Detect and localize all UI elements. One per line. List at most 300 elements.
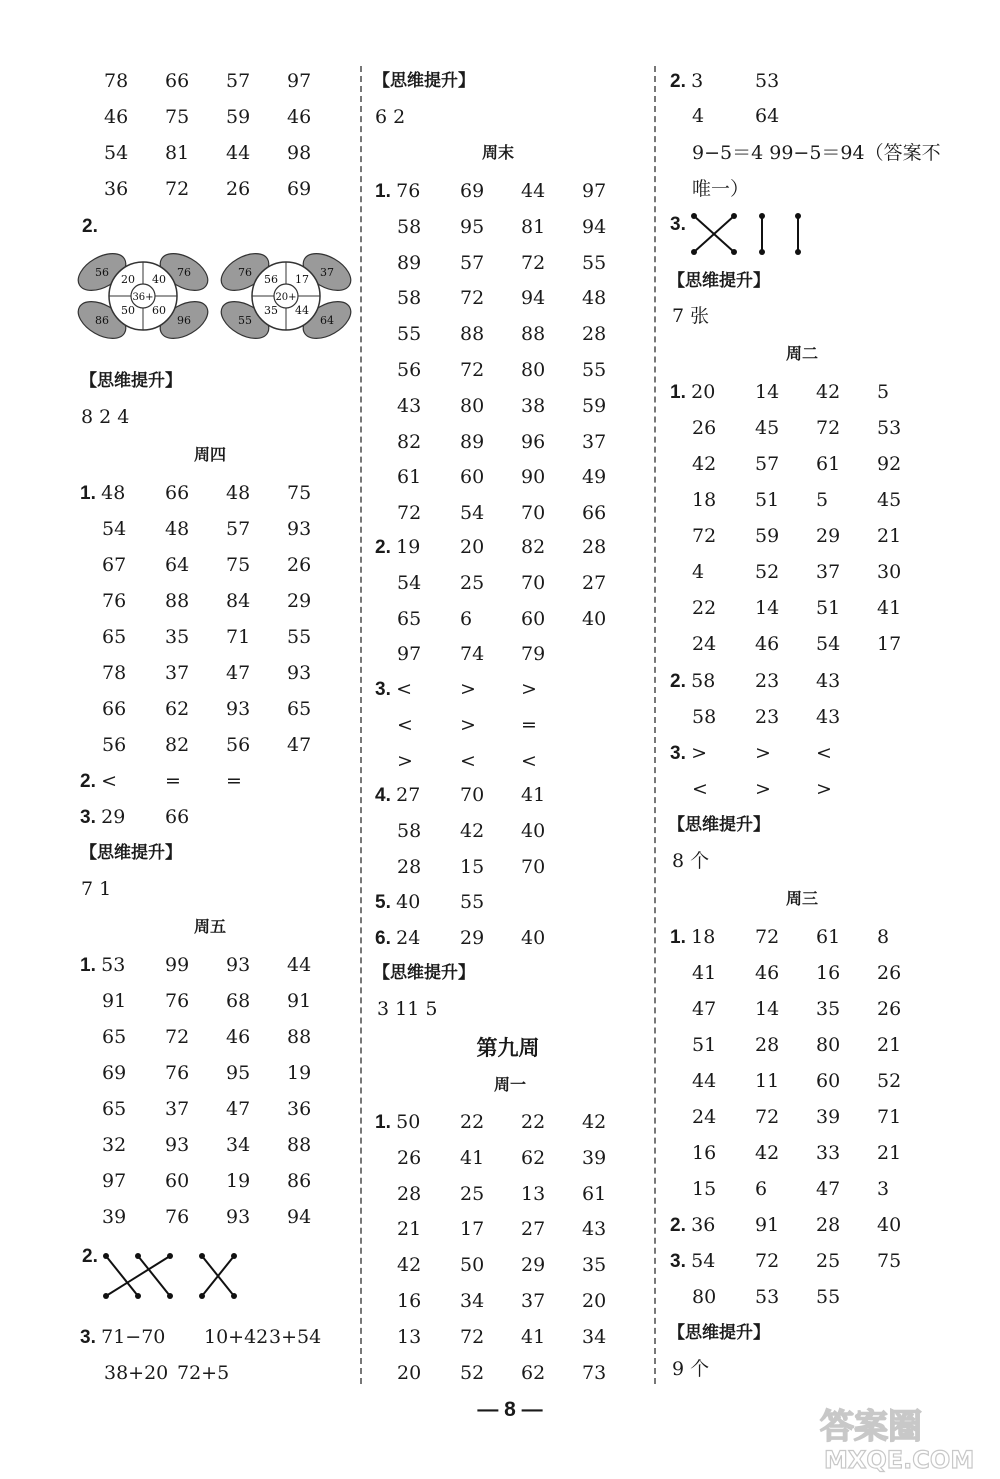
answer-cell: 71 [877, 1106, 902, 1128]
match-dot [691, 213, 697, 219]
answer-cell: 11 [755, 1070, 780, 1092]
section-header-thinking: 【思维提升】 [373, 71, 475, 91]
answer-cell: 13 [521, 1182, 546, 1205]
section-header-thinking: 【思维提升】 [668, 1323, 770, 1343]
answer-cell: 74 [460, 643, 485, 666]
column-divider-right [654, 66, 656, 1384]
answer-cell: 58 [397, 215, 422, 238]
answer-cell: 88 [460, 323, 485, 346]
match-dot [795, 249, 801, 255]
answer-cell: 82 [397, 430, 422, 453]
section-header-thinking: 【思维提升】 [668, 271, 770, 291]
question-number: 1. [375, 1112, 397, 1133]
answer-cell: 25 [816, 1250, 841, 1272]
column-divider-left [360, 66, 362, 1384]
answer-cell: > [397, 749, 413, 772]
answer-cell: 60 [460, 466, 485, 489]
answer-cell [670, 70, 703, 93]
thinking-answer: 9 个 [672, 1358, 710, 1380]
answer-cell: 54 [816, 633, 841, 655]
answer-cell [375, 927, 420, 950]
answer-cell: 37 [521, 1290, 546, 1312]
answer-cell [80, 1326, 165, 1349]
answer-cell: 65 [102, 626, 127, 648]
answer-cell: 26 [692, 417, 717, 439]
day-title: 周四 [193, 445, 226, 464]
answer-cell: 19 [226, 1170, 251, 1192]
answer-cell: 29 [460, 927, 485, 949]
answer-cell: 88 [165, 590, 190, 612]
petal-value: 76 [177, 266, 191, 279]
answer-cell: 51 [692, 1034, 717, 1056]
answer-cell: 82 [521, 536, 546, 558]
petal-value: 64 [320, 314, 334, 327]
answer-cell: 3 [877, 1178, 890, 1200]
answer-cell: 47 [816, 1178, 841, 1200]
answer-cell: 59 [582, 394, 607, 417]
answer-cell: 26 [877, 998, 902, 1020]
answer-cell: 28 [755, 1034, 780, 1056]
answer-cell [80, 954, 125, 977]
answer-cell: 41 [460, 1146, 485, 1169]
answer-cell: 73 [582, 1361, 607, 1384]
answer-cell: 72 [460, 1325, 485, 1348]
petal-value: 96 [177, 314, 191, 327]
answer-cell: 43 [397, 394, 422, 417]
answer-cell: 55 [460, 891, 485, 913]
answer-cell: 88 [521, 323, 546, 346]
answer-cell: 13 [397, 1325, 422, 1348]
answer-cell: 20 [460, 536, 485, 558]
answer-cell: 80 [460, 394, 485, 417]
answer-cell [80, 482, 125, 505]
answer-cell: 23 [755, 706, 780, 728]
match-dot [135, 1293, 141, 1299]
answer-cell: 24 [692, 1106, 717, 1128]
answer-cell: 72 [460, 287, 485, 310]
answer-cell: 27 [582, 571, 607, 594]
answer-value: 19 [396, 536, 421, 558]
answer-cell: 53 [755, 70, 780, 92]
answer-cell: 46 [755, 633, 780, 655]
answer-cell [80, 806, 125, 829]
answer-cell: 41 [521, 1325, 546, 1348]
answer-cell: 76 [102, 590, 127, 612]
answer-cell: 97 [102, 1170, 127, 1192]
answer-cell: 79 [521, 643, 546, 666]
answer-cell: 94 [582, 215, 607, 238]
answer-cell: > [816, 778, 832, 800]
answer-cell: 10+42 [204, 1326, 269, 1348]
answer-cell [670, 742, 707, 765]
answer-cell: 40 [877, 1214, 902, 1236]
answer-value: 27 [396, 784, 421, 806]
answer-cell [375, 678, 412, 701]
match-dot [759, 249, 765, 255]
answer-cell: 88 [287, 1134, 312, 1156]
question-3-label: 3. [670, 214, 686, 235]
answer-cell: 57 [226, 70, 251, 92]
thinking-answer: 8 个 [672, 850, 710, 872]
question-number: 1. [375, 181, 397, 202]
answer-cell: 27 [521, 1218, 546, 1241]
answer-cell: 92 [877, 453, 902, 475]
petal-value: 76 [238, 266, 252, 279]
answer-cell: 72+5 [177, 1362, 230, 1384]
answer-cell: 76 [165, 1062, 190, 1084]
match-dot [103, 1253, 109, 1259]
answer-cell: 72 [755, 1250, 780, 1272]
answer-cell: 70 [521, 502, 546, 525]
answer-value: 76 [396, 180, 421, 202]
answer-cell: 72 [165, 178, 190, 200]
answer-cell: 61 [816, 453, 841, 475]
match-dot [231, 1293, 237, 1299]
answer-cell: 70 [521, 571, 546, 594]
answer-cell: 48 [226, 482, 251, 504]
answer-cell: 65 [102, 1026, 127, 1048]
answer-cell: 80 [692, 1286, 717, 1308]
answer-cell: 6 [755, 1178, 768, 1200]
answer-value: 54 [691, 1250, 716, 1272]
match-line [138, 1256, 170, 1296]
matching-diagram [690, 212, 830, 258]
answer-cell: 40 [521, 927, 546, 949]
answer-cell: = [226, 770, 242, 792]
answer-cell: > [460, 678, 476, 700]
answer-cell: 44 [692, 1070, 717, 1092]
answer-cell: 4 [692, 561, 705, 583]
match-dot [135, 1253, 141, 1259]
answer-cell [375, 784, 420, 807]
inner-value: 60 [152, 304, 166, 317]
answer-cell: 55 [816, 1286, 841, 1308]
match-dot [167, 1293, 173, 1299]
answer-cell: 58 [692, 706, 717, 728]
answer-cell: 81 [521, 215, 546, 238]
answer-cell: 75 [287, 482, 312, 504]
answer-cell: 37 [582, 430, 607, 453]
answer-cell: 16 [692, 1142, 717, 1164]
answer-cell: 22 [460, 1111, 485, 1133]
answer-cell: 36 [287, 1098, 312, 1120]
answer-cell: 76 [165, 1206, 190, 1228]
answer-cell: 62 [165, 698, 190, 720]
answer-cell: 42 [692, 453, 717, 475]
answer-cell: 89 [460, 430, 485, 453]
answer-cell: 72 [460, 359, 485, 381]
answer-cell: 29 [521, 1254, 546, 1277]
answer-cell: 14 [755, 998, 780, 1020]
answer-cell: 25 [460, 1182, 485, 1205]
answer-cell: 58 [397, 819, 422, 842]
answer-cell: < [397, 713, 413, 736]
answer-cell: > [460, 713, 476, 736]
answer-cell: 96 [521, 430, 546, 453]
question-number: 5. [375, 892, 397, 913]
answer-cell: 61 [397, 466, 422, 489]
answer-cell: 72 [165, 1026, 190, 1048]
answer-cell: 46 [104, 106, 129, 128]
thinking-answer: 6 2 [375, 106, 406, 128]
answer-cell: 64 [165, 554, 190, 576]
answer-cell: 67 [102, 554, 127, 576]
answer-cell: 65 [287, 698, 312, 720]
answer-cell: 45 [755, 417, 780, 439]
answer-cell: 48 [582, 287, 607, 310]
answer-cell: > [755, 742, 771, 764]
thinking-answer: 7 张 [672, 305, 710, 327]
answer-cell: 95 [226, 1062, 251, 1084]
match-dot [691, 249, 697, 255]
inner-value: 44 [295, 304, 309, 317]
inner-value: 20 [121, 273, 135, 286]
question-number: 2. [375, 537, 397, 558]
answer-cell: 91 [755, 1214, 780, 1236]
petal-value: 37 [320, 266, 334, 279]
answer-cell: 95 [460, 215, 485, 238]
answer-cell: 5 [816, 489, 829, 511]
answer-cell: 88 [287, 1026, 312, 1048]
answer-cell [375, 180, 420, 203]
answer-cell: 59 [755, 525, 780, 547]
answer-cell: 61 [582, 1182, 607, 1205]
question-number: 1. [670, 382, 692, 403]
answer-cell: 24 [692, 633, 717, 655]
answer-equation: 9−5＝4 99−5＝94（答案不 [692, 142, 941, 164]
center-expression: 36+ [132, 292, 154, 303]
answer-cell: 66 [165, 70, 190, 92]
match-line [106, 1256, 170, 1296]
answer-cell: 16 [816, 962, 841, 984]
answer-value: 29 [101, 806, 126, 828]
answer-cell: 6 [460, 607, 473, 630]
answer-cell: 15 [692, 1178, 717, 1200]
answer-value: 3 [691, 70, 704, 92]
answer-value: 58 [691, 670, 716, 692]
answer-cell: 62 [521, 1361, 546, 1384]
answer-cell [375, 891, 420, 914]
answer-cell: 66 [165, 806, 190, 828]
answer-cell: 69 [460, 180, 485, 202]
answer-value: 18 [691, 926, 716, 948]
answer-cell [670, 1214, 715, 1237]
answer-cell: 93 [287, 662, 312, 684]
day-title: 周三 [785, 889, 818, 908]
answer-cell: 33 [816, 1142, 841, 1164]
answer-cell: 80 [521, 359, 546, 381]
match-dot [231, 1253, 237, 1259]
answer-cell: 56 [226, 734, 251, 756]
answer-cell: 18 [692, 489, 717, 511]
answer-cell: 70 [521, 855, 546, 878]
thinking-answer: 8 2 4 [81, 406, 130, 428]
answer-cell: 21 [877, 1142, 902, 1164]
answer-cell: 29 [816, 525, 841, 547]
answer-cell: 78 [104, 70, 129, 92]
answer-cell: 35 [165, 626, 190, 648]
answer-cell [670, 670, 715, 693]
answer-cell: 98 [287, 142, 312, 164]
question-number: 3. [375, 679, 397, 700]
answer-cell: 19 [287, 1062, 312, 1084]
answer-cell: 42 [755, 1142, 780, 1164]
answer-cell: 46 [755, 962, 780, 984]
answer-cell: 78 [102, 662, 127, 684]
answer-cell: 47 [287, 734, 312, 756]
answer-value: 48 [101, 482, 126, 504]
day-title: 周五 [193, 917, 226, 936]
answer-cell: 23 [755, 670, 780, 692]
answer-cell: 46 [226, 1026, 251, 1048]
answer-cell: 81 [165, 142, 190, 164]
question-number: 1. [80, 955, 102, 976]
petal-value: 55 [238, 314, 252, 327]
answer-cell: 15 [460, 855, 485, 878]
answer-cell: 36 [104, 178, 129, 200]
answer-cell: 55 [582, 251, 607, 274]
answer-cell: 57 [755, 453, 780, 475]
answer-cell: 72 [816, 417, 841, 439]
answer-cell: > [755, 778, 771, 800]
answer-cell: 90 [521, 466, 546, 489]
answer-cell: 42 [816, 381, 841, 403]
answer-cell: 26 [877, 962, 902, 984]
answer-cell: 47 [692, 998, 717, 1020]
answer-cell: 47 [226, 662, 251, 684]
answer-cell: 72 [755, 1106, 780, 1128]
page-number: — 8 — [477, 1398, 543, 1421]
answer-cell: 47 [226, 1098, 251, 1120]
answer-cell: 3+54 [269, 1326, 322, 1348]
answer-cell [670, 381, 715, 404]
answer-cell: 93 [287, 518, 312, 540]
question-number: 1. [80, 483, 102, 504]
answer-cell: 46 [287, 106, 312, 128]
answer-cell: 99 [165, 954, 190, 976]
question-number: 2. [670, 1215, 692, 1236]
answer-cell: 32 [102, 1134, 127, 1156]
answer-cell: 22 [692, 597, 717, 619]
section-header-thinking: 【思维提升】 [80, 371, 182, 391]
inner-value: 35 [264, 304, 278, 317]
answer-cell: 65 [397, 607, 422, 630]
answer-value: < [396, 678, 413, 700]
match-dot [199, 1253, 205, 1259]
answer-cell: 54 [460, 502, 485, 525]
answer-cell: 16 [397, 1290, 422, 1312]
matching-diagram [102, 1252, 242, 1302]
match-dot [731, 249, 737, 255]
answer-cell: 55 [582, 359, 607, 381]
answer-cell: 72 [521, 251, 546, 274]
answer-cell: 17 [877, 633, 902, 655]
answer-cell: 55 [287, 626, 312, 648]
answer-cell: 42 [397, 1254, 422, 1277]
answer-cell: 94 [287, 1206, 312, 1228]
answer-cell: 56 [102, 734, 127, 756]
answer-cell: 94 [521, 287, 546, 310]
section-header-thinking: 【思维提升】 [668, 815, 770, 835]
question-number: 2. [80, 771, 102, 792]
answer-cell: 44 [287, 954, 312, 976]
petal-value: 86 [95, 314, 109, 327]
center-expression: 20+ [275, 292, 297, 303]
answer-cell: 62 [521, 1146, 546, 1169]
match-dot [759, 213, 765, 219]
answer-cell: 34 [226, 1134, 251, 1156]
question-2-label: 2. [82, 216, 98, 237]
answer-cell [375, 536, 420, 559]
answer-cell: 43 [816, 670, 841, 692]
answer-cell: 54 [104, 142, 129, 164]
answer-cell: 66 [102, 698, 127, 720]
answer-cell: 72 [755, 926, 780, 948]
answer-cell: 49 [582, 466, 607, 489]
answer-cell: 42 [582, 1111, 607, 1133]
answer-cell: 34 [582, 1325, 607, 1348]
answer-cell [670, 926, 715, 949]
answer-cell: 54 [397, 571, 422, 594]
answer-cell: 21 [877, 1034, 902, 1056]
answer-cell: 5 [877, 381, 890, 403]
answer-cell: 53 [755, 1286, 780, 1308]
answer-value: 50 [396, 1111, 421, 1133]
answer-cell: 29 [287, 590, 312, 612]
answer-cell: 82 [165, 734, 190, 756]
answer-value: 40 [396, 891, 421, 913]
answer-cell: 75 [877, 1250, 902, 1272]
answer-cell: 72 [397, 502, 422, 525]
answer-cell: 28 [397, 855, 422, 878]
question-number: 2. [670, 671, 692, 692]
question-number: 4. [375, 785, 397, 806]
flower-diagram [78, 256, 208, 336]
answer-cell [670, 1250, 715, 1273]
answer-cell: 39 [816, 1106, 841, 1128]
answer-cell: 20 [582, 1290, 607, 1312]
answer-cell: 56 [397, 359, 422, 381]
answer-value: > [691, 742, 708, 764]
answer-cell: 60 [521, 607, 546, 630]
watermark-url: MXQE.COM [824, 1446, 975, 1474]
answer-cell: 39 [582, 1146, 607, 1169]
answer-cell: 28 [816, 1214, 841, 1236]
match-line [106, 1256, 138, 1296]
answer-cell: 40 [582, 607, 607, 630]
question-number: 3. [670, 1251, 692, 1272]
section-header-thinking: 【思维提升】 [80, 843, 182, 863]
answer-cell [80, 770, 117, 793]
answer-cell: 58 [397, 287, 422, 310]
answer-cell: 30 [877, 561, 902, 583]
question-number: 3. [80, 1327, 102, 1348]
answer-cell: 22 [521, 1111, 546, 1133]
match-dot [199, 1293, 205, 1299]
answer-cell: 35 [816, 998, 841, 1020]
match-dot [795, 213, 801, 219]
answer-cell: 41 [692, 962, 717, 984]
answer-cell: 43 [582, 1218, 607, 1241]
answer-cell: 61 [816, 926, 841, 948]
answer-cell: 37 [816, 561, 841, 583]
answer-cell: 50 [460, 1254, 485, 1277]
answer-cell: 42 [460, 819, 485, 842]
answer-cell: 38+20 [104, 1362, 169, 1384]
thinking-answer: 3 11 5 [377, 998, 438, 1020]
answer-cell: 93 [165, 1134, 190, 1156]
answer-cell: 93 [226, 698, 251, 720]
